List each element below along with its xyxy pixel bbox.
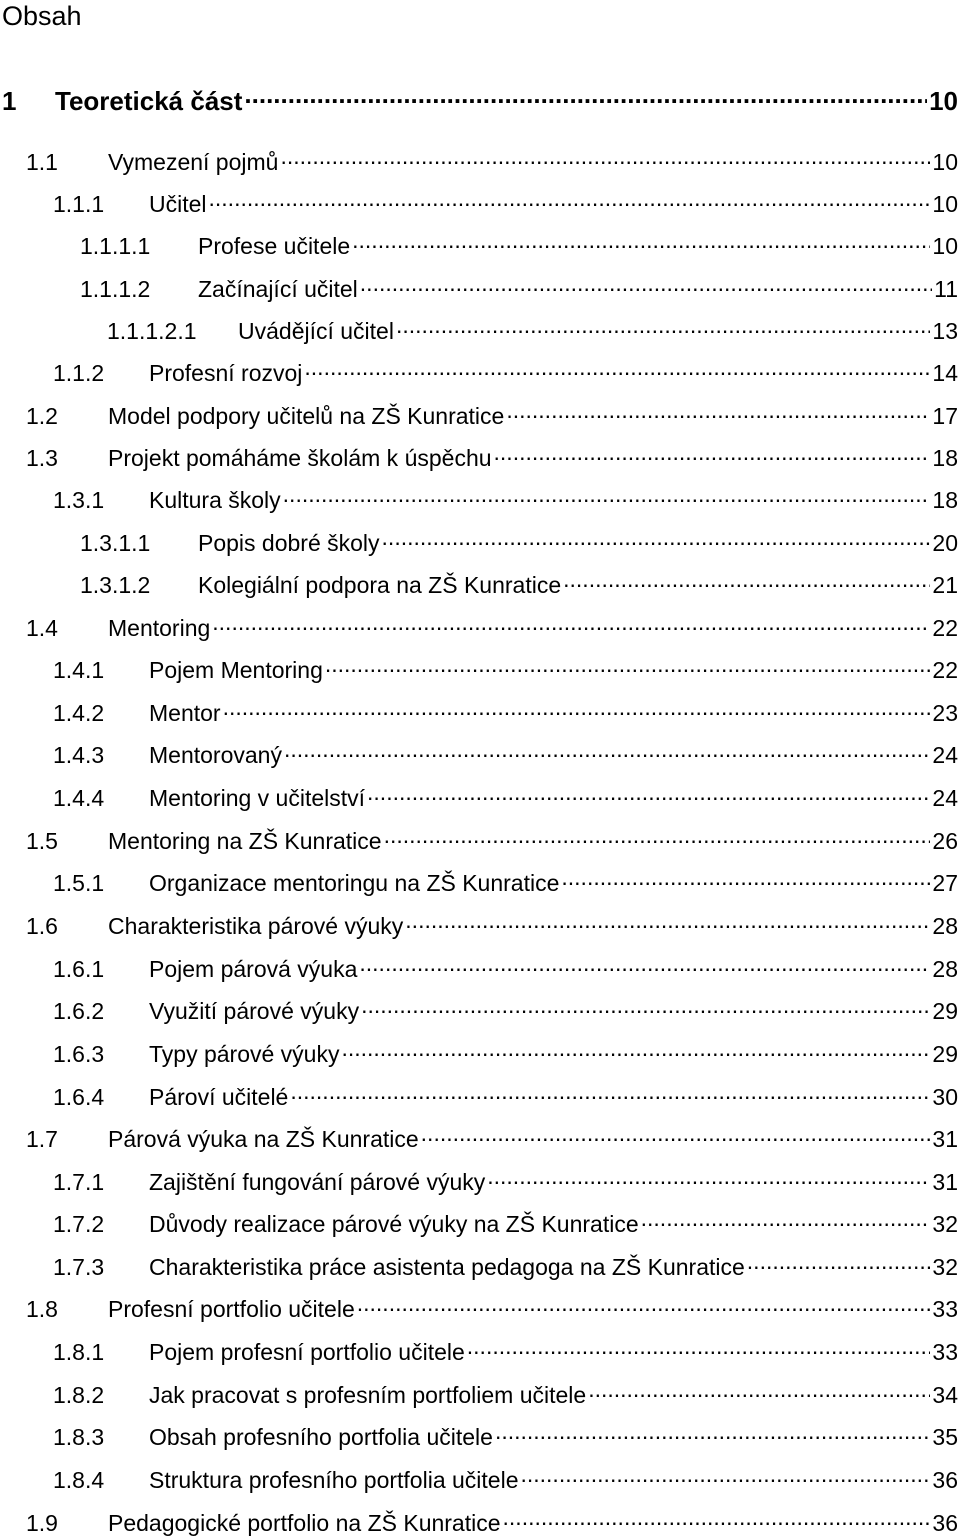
toc-title: Obsah [2,1,82,31]
toc-entry-label: Profesní portfolio učitele [108,1296,355,1322]
toc-entry-label: Obsah profesního portfolia učitele [149,1424,493,1450]
toc-dot-leader [405,911,930,934]
toc-entry-label: Důvody realizace párové výuky na ZŠ Kunratice [149,1211,639,1237]
toc-entry-page: 11 [934,276,958,302]
toc-entry-number: 1.3 [26,445,58,471]
toc-entry[interactable] [53,1380,958,1409]
toc-entry-page: 10 [932,233,958,259]
toc-entry-page: 10 [929,86,958,116]
toc-entry-number: 1.3.1 [53,487,105,513]
toc-entry-label: Projekt pomáháme školám k úspěchu [108,445,492,471]
toc-entry-number: 1.7.3 [53,1254,105,1280]
toc-dot-leader [304,358,930,381]
toc-entry-label: Mentoring v učitelství [149,785,366,811]
toc-dot-leader [588,1380,930,1403]
toc-entry-number: 1.9 [26,1510,58,1536]
toc-entry-label: Pojem Mentoring [149,657,323,683]
toc-entry-page: 18 [932,487,958,513]
toc-entry-page: 10 [932,149,958,175]
toc-entry-page: 30 [932,1084,958,1110]
toc-entry-number: 1.1.1.2.1 [107,318,197,344]
toc-dot-leader [384,826,931,849]
toc-entry-page: 18 [932,445,958,471]
toc-entry-page: 24 [932,785,958,811]
toc-dot-leader [290,1082,930,1105]
toc-dot-leader [361,996,930,1019]
toc-entry[interactable] [53,485,958,514]
toc-entry-number: 1.6.4 [53,1084,105,1110]
toc-entry-label: Charakteristika práce asistenta pedagoga na ZŠ Kunratice [149,1254,745,1280]
toc-entry-label: Uvádějící učitel [238,318,394,344]
toc-entry-label: Profese učitele [198,233,351,259]
toc-entry-page: 10 [932,191,958,217]
toc-dot-leader [280,147,930,170]
toc-entry-number: 1.7.1 [53,1169,105,1195]
toc-dot-leader [747,1252,931,1275]
toc-entry-number: 1.1.1 [53,191,105,217]
toc-entry-label: Struktura profesního portfolia učitele [149,1467,519,1493]
toc-entry-label: Mentorovaný [149,742,282,768]
toc-entry-number: 1.8 [26,1296,58,1322]
toc-entry-number: 1.6.3 [53,1041,105,1067]
toc-entry-page: 33 [932,1339,958,1365]
toc-dot-leader [283,485,931,508]
toc-entry-number: 1.1.1.1 [80,233,151,259]
toc-dot-leader [494,443,931,466]
toc-entry-label: Pároví učitelé [149,1084,289,1110]
toc-dot-leader [244,84,927,110]
toc-entry-number: 1.3.1.1 [80,530,151,556]
toc-entry-number: 1.5.1 [53,870,105,896]
toc-dot-leader [382,528,931,551]
toc-entry[interactable] [26,147,958,176]
toc-dot-leader [223,698,931,721]
toc-dot-leader [520,1465,930,1488]
toc-entry-page: 31 [932,1169,958,1195]
toc-entry-page: 23 [932,700,958,726]
toc-entry-number: 1 [2,86,17,116]
toc-entry-label: Pojem profesní portfolio učitele [149,1339,465,1365]
toc-entry-label: Mentoring [108,615,211,641]
toc-dot-leader [421,1124,931,1147]
toc-entry-page: 34 [932,1382,958,1408]
toc-entry-number: 1.4.1 [53,657,105,683]
toc-entry[interactable] [53,655,958,684]
toc-entry-number: 1.6.2 [53,998,105,1024]
toc-entry[interactable] [53,1167,958,1196]
toc-entry-number: 1.8.4 [53,1467,105,1493]
toc-entry-label: Pojem párová výuka [149,956,358,982]
toc-dot-leader [396,316,930,339]
toc-entry-page: 29 [932,1041,958,1067]
toc-entry[interactable] [26,613,958,642]
toc-entry-label: Pedagogické portfolio na ZŠ Kunratice [108,1510,501,1536]
toc-dot-leader [360,274,932,297]
toc-entry-label: Mentor [149,700,221,726]
toc-entry[interactable] [53,1465,958,1494]
toc-dot-leader [487,1167,930,1190]
toc-entry-number: 1.4.3 [53,742,105,768]
toc-entry-label: Mentoring na ZŠ Kunratice [108,828,382,854]
toc-entry[interactable] [26,1124,958,1153]
toc-entry-label: Charakteristika párové výuky [108,913,404,939]
toc-entry-page: 14 [932,360,958,386]
toc-entry-label: Model podpory učitelů na ZŠ Kunratice [108,403,505,429]
toc-entry-page: 32 [932,1254,958,1280]
toc-dot-leader [341,1039,930,1062]
toc-entry[interactable] [26,1294,958,1323]
toc-entry[interactable] [53,996,958,1025]
toc-entry-label: Teoretická část [55,86,243,116]
toc-entry[interactable] [26,911,958,940]
toc-entry-page: 29 [932,998,958,1024]
toc-dot-leader [563,570,930,593]
toc-entry[interactable] [80,570,958,599]
toc-entry[interactable] [2,84,958,117]
toc-entry-label: Zajištění fungování párové výuky [149,1169,486,1195]
toc-dot-leader [561,868,930,891]
toc-entry-number: 1.5 [26,828,58,854]
toc-entry-page: 33 [932,1296,958,1322]
toc-entry[interactable] [53,1039,958,1068]
toc-entry-label: Využití párové výuky [149,998,360,1024]
toc-entry[interactable] [53,954,958,983]
toc-entry-number: 1.8.1 [53,1339,105,1365]
toc-entry-number: 1.7.2 [53,1211,105,1237]
toc-dot-leader [503,1508,931,1531]
toc-entry[interactable] [53,1337,958,1366]
toc-entry-number: 1.6 [26,913,58,939]
toc-entry[interactable] [26,1508,958,1537]
toc-entry[interactable] [26,443,958,472]
toc-dot-leader [284,740,930,763]
toc-entry-page: 22 [932,615,958,641]
toc-entry-page: 17 [932,403,958,429]
toc-entry-label: Učitel [149,191,207,217]
toc-entry-number: 1.4.2 [53,700,105,726]
toc-dot-leader [359,954,930,977]
toc-dot-leader [495,1422,930,1445]
toc-dot-leader [212,613,930,636]
toc-dot-leader [209,189,931,212]
toc-dot-leader [352,231,930,254]
toc-entry-label: Párová výuka na ZŠ Kunratice [108,1126,419,1152]
toc-entry-number: 1.8.3 [53,1424,105,1450]
toc-entry-number: 1.4 [26,615,58,641]
toc-entry-label: Organizace mentoringu na ZŠ Kunratice [149,870,560,896]
toc-entry-page: 36 [932,1467,958,1493]
toc-entry-number: 1.4.4 [53,785,105,811]
toc-entry-number: 1.8.2 [53,1382,105,1408]
toc-entry-label: Popis dobré školy [198,530,380,556]
toc-entry-page: 36 [932,1510,958,1536]
toc-entry[interactable] [53,189,958,218]
toc-entry[interactable] [53,868,958,897]
toc-entry-label: Typy párové výuky [149,1041,340,1067]
toc-entry-page: 32 [932,1211,958,1237]
toc-entry-page: 28 [932,956,958,982]
toc-entry-page: 22 [932,657,958,683]
toc-entry-label: Kolegiální podpora na ZŠ Kunratice [198,572,562,598]
toc-entry[interactable] [26,401,958,430]
toc-entry-page: 26 [932,828,958,854]
toc-entry[interactable] [80,231,958,260]
toc-entry[interactable] [53,1209,958,1238]
toc-entry-page: 31 [932,1126,958,1152]
toc-entry-page: 24 [932,742,958,768]
toc-entry[interactable] [53,1082,958,1111]
toc-entry-label: Vymezení pojmů [108,149,279,175]
toc-entry-page: 20 [932,530,958,556]
toc-entry-label: Profesní rozvoj [149,360,303,386]
toc-entry-page: 21 [932,572,958,598]
toc-entry-page: 28 [932,913,958,939]
toc-entry-number: 1.1.2 [53,360,105,386]
toc-entry-number: 1.1.1.2 [80,276,151,302]
toc-entry[interactable] [107,316,958,345]
toc-dot-leader [325,655,931,678]
toc-entry-label: Kultura školy [149,487,281,513]
toc-entry[interactable] [53,1422,958,1451]
toc-entry-label: Začínající učitel [198,276,358,302]
toc-entry-page: 27 [932,870,958,896]
toc-entry-number: 1.2 [26,403,58,429]
toc-entry[interactable] [26,826,958,855]
toc-entry-number: 1.6.1 [53,956,105,982]
toc-dot-leader [641,1209,931,1232]
toc-entry[interactable] [53,740,958,769]
toc-entry[interactable] [80,528,958,557]
toc-entry-number: 1.7 [26,1126,58,1152]
toc-entry[interactable] [53,1252,958,1281]
toc-entry[interactable] [80,274,958,303]
toc-entry[interactable] [53,783,958,812]
toc-entry[interactable] [53,358,958,387]
toc-entry-number: 1.3.1.2 [80,572,151,598]
toc-entry[interactable] [53,698,958,727]
toc-entry-page: 35 [932,1424,958,1450]
toc-dot-leader [506,401,930,424]
toc-dot-leader [367,783,930,806]
toc-entry-page: 13 [932,318,958,344]
toc-dot-leader [357,1294,931,1317]
toc-entry-number: 1.1 [26,149,58,175]
toc-entry-label: Jak pracovat s profesním portfoliem učitele [149,1382,587,1408]
toc-dot-leader [467,1337,931,1360]
